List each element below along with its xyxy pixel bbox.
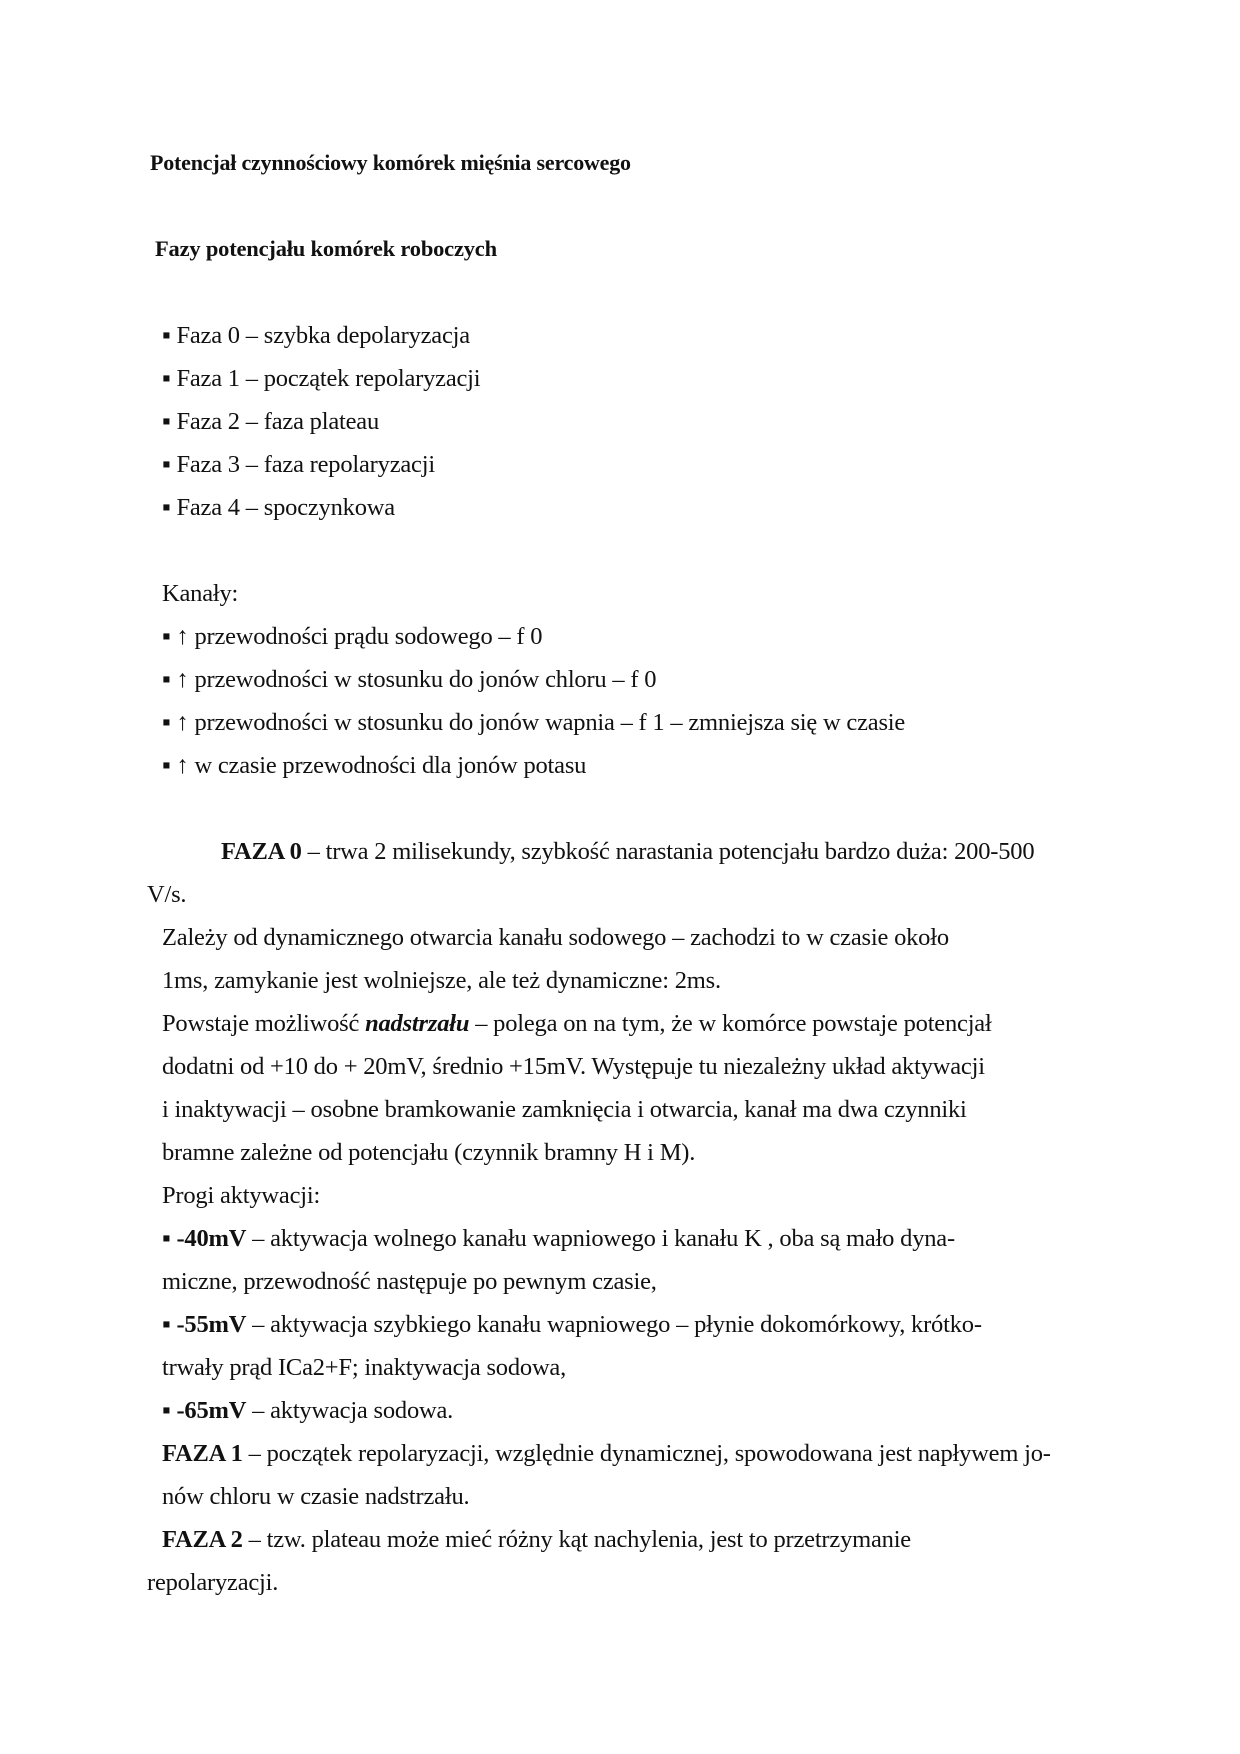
phase-item: ▪ Faza 1 – początek repolaryzacji [162,365,481,392]
threshold-item-cont: trwały prąd ICa2+F; inaktywacja sodowa, [162,1354,567,1381]
bullet-icon: ▪ [162,494,171,521]
faza1-line: nów chloru w czasie nadstrzału. [162,1483,470,1510]
channel-item: ▪ ↑ przewodności w stosunku do jonów chloru – f 0 [162,666,657,693]
channel-item: ▪ ↑ przewodności prądu sodowego – f 0 [162,623,543,650]
channel-item: ▪ ↑ przewodności w stosunku do jonów wapnia – f 1 – zmniejsza się w czasie [162,709,906,736]
faza2-line: FAZA 2 – tzw. plateau może mieć różny kąt nachylenia, jest to przetrzymanie [162,1526,911,1553]
bullet-icon: ▪ [162,408,171,435]
bullet-icon: ▪ [162,709,171,736]
bullet-icon: ▪ [162,451,171,478]
bullet-icon: ▪ [162,1225,171,1252]
bullet-icon: ▪ [162,1311,171,1338]
document-title: Potencjał czynnościowy komórek mięśnia sercowego [150,150,631,175]
channels-heading: Kanały: [162,580,239,607]
faza0-line: dodatni od +10 do + 20mV, średnio +15mV. Występuje tu niezależny układ aktywacji [162,1053,985,1080]
channel-item: ▪ ↑ w czasie przewodności dla jonów potasu [162,752,587,779]
faza0-line: FAZA 0 – trwa 2 milisekundy, szybkość narastania potencjału bardzo duża: 200-500 [221,838,1035,865]
faza0-line: 1ms, zamykanie jest wolniejsze, ale też dynamiczne: 2ms. [162,967,721,994]
bullet-icon: ▪ [162,365,171,392]
bullet-icon: ▪ [162,1397,171,1424]
faza2-line: repolaryzacji. [147,1569,279,1596]
threshold-value: -40mV [176,1225,247,1252]
threshold-item: ▪ -65mV – aktywacja sodowa. [162,1397,454,1424]
threshold-value: -55mV [176,1311,247,1338]
bullet-icon: ▪ [162,623,171,650]
threshold-item: ▪ -55mV – aktywacja szybkiego kanału wapniowego – płynie dokomórkowy, krótko- [162,1311,982,1338]
bullet-icon: ▪ [162,666,171,693]
up-arrow-icon: ↑ [176,623,189,650]
faza0-line: bramne zależne od potencjału (czynnik bramny H i M). [162,1139,696,1166]
threshold-value: -65mV [176,1397,247,1424]
faza0-label: FAZA 0 [221,838,302,865]
faza1-label: FAZA 1 [162,1440,243,1467]
phase-item: ▪ Faza 0 – szybka depolaryzacja [162,322,470,349]
threshold-item: ▪ -40mV – aktywacja wolnego kanału wapniowego i kanału K , oba są mało dyna- [162,1225,955,1252]
faza2-label: FAZA 2 [162,1526,243,1553]
faza0-line: Zależy od dynamicznego otwarcia kanału sodowego – zachodzi to w czasie około [162,924,949,951]
phase-item: ▪ Faza 2 – faza plateau [162,408,380,435]
emphasis-term: nadstrzału [365,1010,470,1037]
section-heading: Fazy potencjału komórek roboczych [155,236,497,261]
bullet-icon: ▪ [162,752,171,779]
up-arrow-icon: ↑ [176,666,189,693]
phase-item: ▪ Faza 4 – spoczynkowa [162,494,395,521]
phase-item: ▪ Faza 3 – faza repolaryzacji [162,451,435,478]
faza1-line: FAZA 1 – początek repolaryzacji, względnie dynamicznej, spowodowana jest napływem jo- [162,1440,1051,1467]
thresholds-heading: Progi aktywacji: [162,1182,321,1209]
faza0-line: i inaktywacji – osobne bramkowanie zamknięcia i otwarcia, kanał ma dwa czynniki [162,1096,967,1123]
faza0-line: Powstaje możliwość nadstrzału – polega on na tym, że w komórce powstaje potencjał [162,1010,992,1037]
bullet-icon: ▪ [162,322,171,349]
up-arrow-icon: ↑ [176,752,189,779]
faza0-line: V/s. [147,881,187,908]
threshold-item-cont: miczne, przewodność następuje po pewnym czasie, [162,1268,657,1295]
up-arrow-icon: ↑ [176,709,189,736]
